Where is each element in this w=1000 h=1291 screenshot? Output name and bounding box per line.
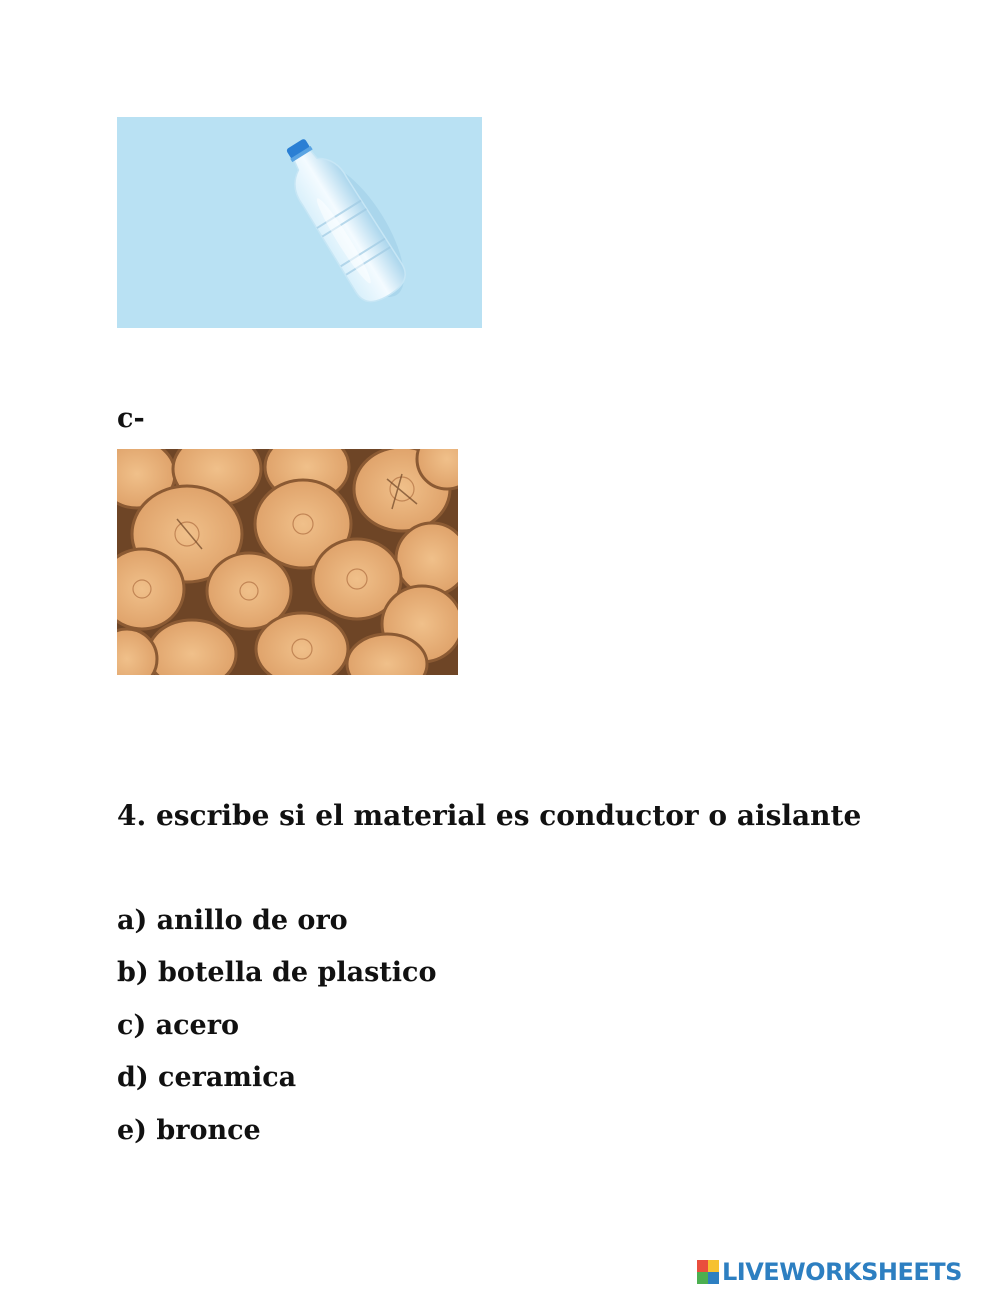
mark-cell: [697, 1272, 708, 1284]
option-a: a) anillo de oro: [117, 905, 348, 936]
item-c-label: c-: [117, 403, 145, 434]
firewood-logs-image: [117, 449, 458, 675]
option-c: c) acero: [117, 1010, 239, 1041]
liveworksheets-mark-icon: [697, 1260, 719, 1284]
liveworksheets-logo-text: LIVEWORKSHEETS: [722, 1258, 962, 1286]
plastic-bottle-image: [117, 117, 482, 328]
option-d: d) ceramica: [117, 1062, 297, 1093]
mark-cell: [708, 1272, 719, 1284]
option-e: e) bronce: [117, 1115, 261, 1146]
mark-cell: [708, 1260, 719, 1272]
option-b: b) botella de plastico: [117, 957, 437, 988]
liveworksheets-logo: [697, 1257, 962, 1287]
question-title: 4. escribe si el material es conductor o aislante: [117, 799, 862, 832]
mark-cell: [697, 1260, 708, 1272]
